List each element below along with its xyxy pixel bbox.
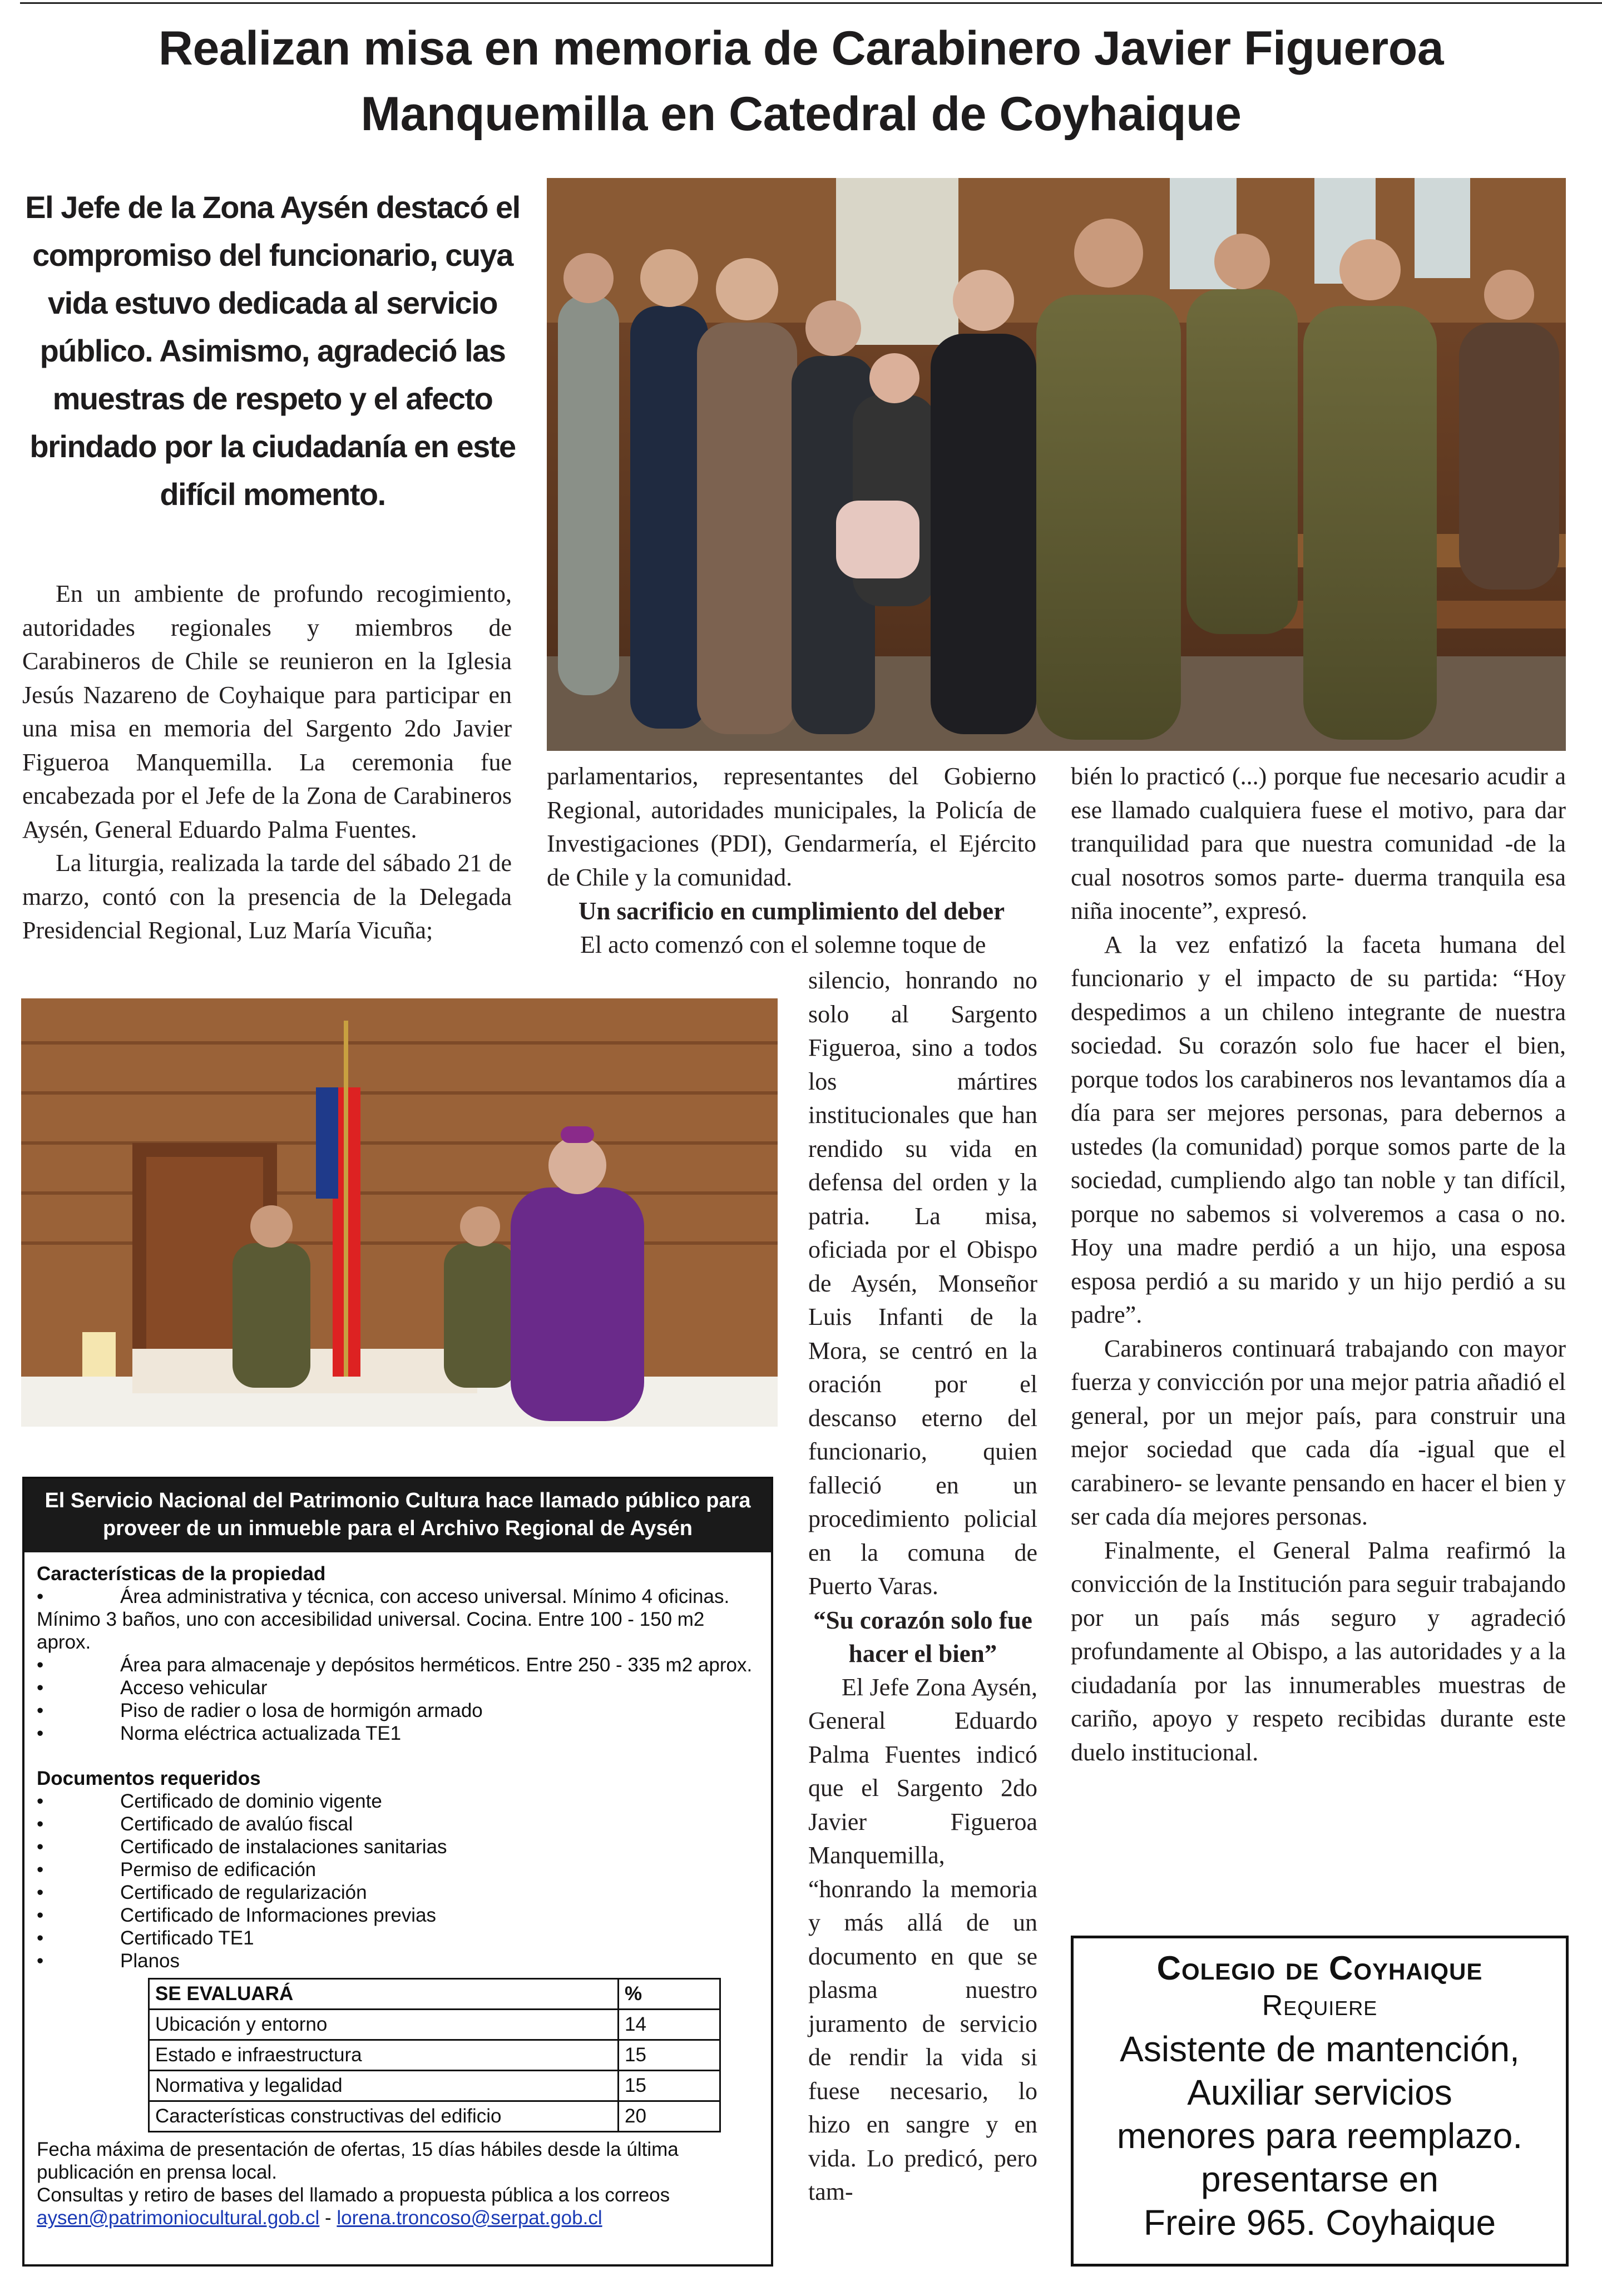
article-column-2-top xyxy=(547,760,1036,962)
list-item: • Certificado de avalúo fiscal xyxy=(37,1813,353,1835)
list-item: • Certificado de regularización xyxy=(37,1882,367,1903)
list-item: • Planos xyxy=(37,1950,180,1972)
table-cell: 14 xyxy=(619,2010,720,2040)
ad-colegio xyxy=(1071,1936,1569,2267)
article-paragraph: La liturgia, realizada la tarde del sábado 21 de marzo, contó con la presencia de la Delegada Presidencial Regional, Luz María Vicuña; xyxy=(22,849,512,944)
ad-colegio-line: presentarse en xyxy=(1201,2159,1438,2199)
list-item: • Área administrativa y técnica, con acceso universal. Mínimo 4 oficinas. Mínimo 3 baños, uno con accesibilidad universal. Cocina. Entre 100 - 150 m2 aprox. xyxy=(37,1586,730,1653)
article-paragraph: silencio, honrando no solo al Sargento Figueroa, sino a todos los mártires institucionales que han rendido su vida en defensa del orden y la patria. La misa, oficiada por el Obispo de Aysén, Monseñor Luis Infanti de la Mora, se centró en la oración por el descanso eterno del funcionario, quien falleció en un procedimiento policial en la comuna de Puerto Varas. xyxy=(808,967,1037,1600)
headline-line-2: Manquemilla en Catedral de Coyhaique xyxy=(360,87,1242,141)
deadline-text: Fecha máxima de presentación de ofertas, 15 días hábiles desde la última publicación en prensa local. xyxy=(37,2139,679,2183)
table-header-cell: SE EVALUARÁ xyxy=(149,1979,619,2010)
article-paragraph: A la vez enfatizó la faceta humana del funcionario y el impacto de su partida: “Hoy despedimos a un chileno integrante de nuestra sociedad. Su corazón solo fue hacer el bien, porque todos los carabineros nos levantamos día a día para ser mejores personas, para debernos a ustedes (la comunidad) porque somos parte de la sociedad, cumpliendo algo tan noble y tan difícil, porque no sabemos si volveremos a casa o no. Hoy una madre perdió a un hijo, una esposa esposa perdió a su marido y un hijo perdió a su padre”. xyxy=(1071,931,1566,1328)
photo-authorities-at-mass xyxy=(547,178,1566,751)
list-item: • Acceso vehicular xyxy=(37,1677,268,1699)
article-paragraph: bién lo practicó (...) porque fue necesario acudir a ese llamado cualquiera fuese el motivo, para dar tranquilidad para que nuestra comunidad -de la cual nosotros somos parte- duerma tranquila esa niña inocente”, expresó. xyxy=(1071,763,1566,924)
table-header-cell: % xyxy=(619,1979,720,2010)
docs-list xyxy=(37,1790,760,1972)
table-row xyxy=(149,2071,720,2101)
contact-text: Consultas y retiro de bases del llamado a propuesta pública a los correos xyxy=(37,2184,670,2206)
photo-bishop-at-altar xyxy=(21,998,778,1427)
list-item: • Certificado de instalaciones sanitarias xyxy=(37,1836,447,1858)
ad-colegio-line: Asistente de mantención, xyxy=(1120,2029,1520,2069)
ad-colegio-line: Freire 965. Coyhaique xyxy=(1143,2203,1496,2243)
table-cell: Estado e infraestructura xyxy=(149,2040,619,2071)
list-item: • Norma eléctrica actualizada TE1 xyxy=(37,1723,402,1744)
subhead-corazon: “Su corazón solo fue hacer el bien” xyxy=(813,1606,1032,1667)
list-item: • Área para almacenaje y depósitos herméticos. Entre 250 - 335 m2 aprox. xyxy=(37,1654,753,1676)
article-paragraph: parlamentarios, representantes del Gobierno Regional, autoridades municipales, la Policía de Investigaciones (PDI), Gendarmería, el Ejército de Chile y la comunidad. xyxy=(547,763,1036,891)
table-cell: Normativa y legalidad xyxy=(149,2071,619,2101)
article-column-2-narrow xyxy=(808,964,1037,2209)
article-paragraph: El acto comenzó con el solemne toque de xyxy=(580,931,986,958)
evaluation-table xyxy=(148,1978,721,2132)
table-cell: 15 xyxy=(619,2071,720,2101)
table-cell: Características constructivas del edificio xyxy=(149,2101,619,2132)
list-item: • Certificado de Informaciones previas xyxy=(37,1904,437,1926)
article-paragraph: Finalmente, el General Palma reafirmó la convicción de la Institución para seguir trabajando por un país más seguro y agradeció profundamente al Obispo, a las autoridades y a la ciudadanía por las innumerables muestras de cariño, apoyo y respeto recibidas durante este duelo institucional. xyxy=(1071,1536,1566,1766)
table-row xyxy=(149,2010,720,2040)
ad-colegio-subtitle: Requiere xyxy=(1262,1990,1378,2022)
table-row xyxy=(149,2101,720,2132)
list-item: • Certificado de dominio vigente xyxy=(37,1790,382,1812)
ad-patrimonio xyxy=(22,1477,773,2267)
docs-title: Documentos requeridos xyxy=(37,1768,261,1789)
email-line xyxy=(37,2206,760,2229)
headline-line-1: Realizan misa en memoria de Carabinero Javier Figueroa xyxy=(158,22,1444,75)
article-column-3 xyxy=(1071,760,1566,1769)
ad-patrimonio-header: El Servicio Nacional del Patrimonio Cultura hace llamado público para proveer de un inmueble para el Archivo Regional de Aysén xyxy=(24,1479,771,1552)
table-cell: 15 xyxy=(619,2040,720,2071)
features-title: Características de la propiedad xyxy=(37,1563,326,1585)
ad-colegio-line: menores para reemplazo. xyxy=(1116,2116,1523,2156)
article-paragraph: Carabineros continuará trabajando con mayor fuerza y convicción por una mejor patria añadió el general, por un mejor país, para construir una mejor sociedad que cada día -igual que el carabinero- se levante pensando en hacer el bien y ser cada día mejores personas. xyxy=(1071,1334,1566,1530)
table-cell: 20 xyxy=(619,2101,720,2132)
ad-colegio-line: Auxiliar servicios xyxy=(1187,2072,1452,2112)
email-link-lorena[interactable]: lorena.troncoso@serpat.gob.cl xyxy=(337,2207,602,2229)
article-paragraph: El Jefe Zona Aysén, General Eduardo Palma Fuentes indicó que el Sargento 2do Javier Figueroa Manquemilla, “honrando la memoria y más allá de un documento en que se plasma nuestro juramento de servicio de rendir la vida si fuese necesario, lo hizo en sangre y en vida. Lo predicó, pero tam- xyxy=(808,1673,1037,2205)
subhead-sacrificio: Un sacrificio en cumplimiento del deber xyxy=(578,897,1005,925)
ad-colegio-title: Colegio de Coyhaique xyxy=(1156,1949,1483,1987)
table-header-row xyxy=(149,1979,720,2010)
top-rule xyxy=(20,2,1602,4)
features-list xyxy=(37,1585,760,1745)
list-item: • Permiso de edificación xyxy=(37,1859,317,1881)
lead-paragraph: El Jefe de la Zona Aysén destacó el compromiso del funcionario, cuya vida estuvo dedicada al servicio público. Asimismo, agradeció las muestras de respeto y el afecto brindado por la ciudadanía en este difícil momento. xyxy=(25,190,520,512)
table-cell: Ubicación y entorno xyxy=(149,2010,619,2040)
email-link-aysen[interactable]: aysen@patrimoniocultural.gob.cl xyxy=(37,2207,320,2229)
article-paragraph: En un ambiente de profundo recogimiento, autoridades regionales y miembros de Carabineros de Chile se reunieron en la Iglesia Jesús Nazareno de Coyhaique para participar en una misa en memoria del Sargento 2do Javier Figueroa Manquemilla. La ceremonia fue encabezada por el Jefe de la Zona de Carabineros Aysén, General Eduardo Palma Fuentes. xyxy=(22,580,512,843)
headline xyxy=(22,16,1580,147)
ad-colegio-body xyxy=(1074,2027,1566,2244)
list-item: • Certificado TE1 xyxy=(37,1927,254,1949)
article-column-1 xyxy=(22,577,512,948)
email-separator: - xyxy=(319,2207,337,2229)
table-row xyxy=(149,2040,720,2071)
list-item: • Piso de radier o losa de hormigón armado xyxy=(37,1700,483,1721)
